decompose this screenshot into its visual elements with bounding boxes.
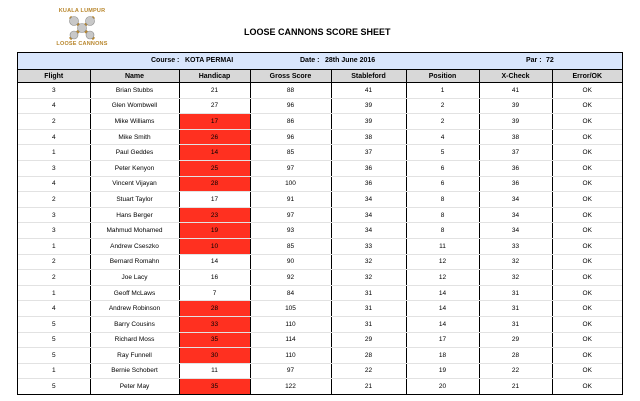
position-cell: 8: [406, 223, 479, 239]
par-value: 72: [546, 57, 554, 64]
x-check-cell: 31: [479, 316, 552, 332]
flight-cell: 5: [18, 348, 90, 364]
handicap-cell: 17: [179, 192, 250, 208]
position-cell: 19: [406, 363, 479, 379]
course-value: KOTA PERMAI: [185, 57, 234, 64]
flight-cell: 5: [18, 332, 90, 348]
error-ok-cell: OK: [552, 114, 622, 130]
column-header: Handicap: [179, 70, 250, 83]
handicap-cell: 25: [179, 160, 250, 176]
position-cell: 14: [406, 285, 479, 301]
column-header: X-Check: [479, 70, 552, 83]
x-check-cell: 31: [479, 285, 552, 301]
error-ok-cell: OK: [552, 254, 622, 270]
x-check-cell: 34: [479, 207, 552, 223]
x-check-cell: 32: [479, 270, 552, 286]
player-name-cell: Barry Cousins: [90, 316, 179, 332]
player-name-cell: Paul Geddes: [90, 145, 179, 161]
gross-score-cell: 110: [250, 316, 331, 332]
flight-cell: 3: [18, 160, 90, 176]
gross-score-cell: 84: [250, 285, 331, 301]
gross-score-cell: 122: [250, 379, 331, 394]
error-ok-cell: OK: [552, 207, 622, 223]
gross-score-cell: 86: [250, 114, 331, 130]
position-cell: 12: [406, 254, 479, 270]
stableford-cell: 34: [331, 192, 406, 208]
handicap-cell: 11: [179, 363, 250, 379]
error-ok-cell: OK: [552, 270, 622, 286]
player-name-cell: Glen Wombwell: [90, 98, 179, 114]
player-name-cell: Hans Berger: [90, 207, 179, 223]
table-row: [18, 114, 622, 130]
x-check-cell: 21: [479, 379, 552, 394]
gross-score-cell: 96: [250, 129, 331, 145]
player-name-cell: Joe Lacy: [90, 270, 179, 286]
gross-score-cell: 91: [250, 192, 331, 208]
position-cell: 8: [406, 192, 479, 208]
handicap-cell: 17: [179, 114, 250, 130]
date-label: Date :: [300, 57, 320, 64]
flight-cell: 5: [18, 316, 90, 332]
table-header-row: [18, 70, 622, 83]
player-name-cell: Mike Smith: [90, 129, 179, 145]
stableford-cell: 36: [331, 176, 406, 192]
stableford-cell: 41: [331, 83, 406, 99]
player-name-cell: Geoff McLaws: [90, 285, 179, 301]
position-cell: 5: [406, 145, 479, 161]
gross-score-cell: 85: [250, 145, 331, 161]
stableford-cell: 32: [331, 270, 406, 286]
player-name-cell: Mike Williams: [90, 114, 179, 130]
player-name-cell: Peter May: [90, 379, 179, 394]
error-ok-cell: OK: [582, 383, 592, 391]
par-label: Par :: [526, 57, 542, 64]
player-name-cell: Bernie Schobert: [90, 363, 179, 379]
x-check-cell: 29: [479, 332, 552, 348]
player-name-cell: Andrew Cseszko: [90, 238, 179, 254]
position-cell: 14: [406, 301, 479, 317]
stableford-cell: 38: [331, 129, 406, 145]
flight-cell: 4: [18, 129, 90, 145]
gross-score-cell: 114: [250, 332, 331, 348]
stableford-cell: 37: [331, 145, 406, 161]
stableford-cell: 31: [331, 285, 406, 301]
stableford-cell: 28: [331, 348, 406, 364]
player-name-cell: Peter Kenyon: [90, 160, 179, 176]
error-ok-cell: OK: [552, 301, 622, 317]
column-header: Error/OK: [552, 70, 622, 83]
flight-cell: 3: [18, 223, 90, 239]
error-ok-cell: OK: [552, 348, 622, 364]
stableford-cell: 21: [331, 379, 406, 394]
score-table-body: [18, 83, 622, 394]
position-cell: 17: [406, 332, 479, 348]
handicap-cell: 28: [179, 301, 250, 317]
player-name-cell: Brian Stubbs: [90, 83, 179, 99]
handicap-cell: 19: [179, 223, 250, 239]
handicap-cell: 14: [179, 145, 250, 161]
gross-score-cell: 96: [250, 98, 331, 114]
date-value: 28th June 2016: [325, 57, 376, 64]
flight-cell: 4: [18, 176, 90, 192]
player-name-cell: Andrew Robinson: [90, 301, 179, 317]
course-label: Course :: [151, 57, 180, 64]
position-cell: 20: [406, 379, 479, 394]
position-cell: 6: [406, 176, 479, 192]
score-table: [18, 70, 622, 394]
gross-score-cell: 97: [250, 207, 331, 223]
handicap-cell: 35: [179, 332, 250, 348]
table-row: [18, 363, 622, 379]
gross-score-cell: 92: [250, 270, 331, 286]
position-cell: 12: [406, 270, 479, 286]
x-check-cell: 32: [479, 254, 552, 270]
position-cell: 2: [406, 98, 479, 114]
x-check-cell: 34: [479, 223, 552, 239]
x-check-cell: 37: [479, 145, 552, 161]
error-ok-cell: OK: [552, 145, 622, 161]
error-ok-cell: OK: [552, 83, 622, 99]
flight-cell: 1: [18, 145, 90, 161]
table-row: [18, 301, 622, 317]
gross-score-cell: 110: [250, 348, 331, 364]
table-row: [18, 332, 622, 348]
logo-top-text: KUALA LUMPUR: [58, 8, 106, 14]
player-name-cell: Stuart Taylor: [90, 192, 179, 208]
player-name-cell: Mahmud Mohamed: [90, 223, 179, 239]
error-ok-cell: OK: [552, 285, 622, 301]
flight-cell: 1: [18, 285, 90, 301]
error-ok-cell: OK: [552, 238, 622, 254]
table-row: [18, 270, 622, 286]
error-ok-cell: OK: [552, 332, 622, 348]
stableford-cell: 32: [331, 254, 406, 270]
handicap-cell: 30: [179, 348, 250, 364]
error-ok-cell: OK: [552, 192, 622, 208]
handicap-cell: 28: [179, 176, 250, 192]
handicap-cell: 14: [179, 254, 250, 270]
gross-score-cell: 93: [250, 223, 331, 239]
position-cell: 14: [406, 316, 479, 332]
column-header: Name: [90, 70, 179, 83]
table-row: [18, 238, 622, 254]
stableford-cell: 31: [331, 316, 406, 332]
table-row: [18, 379, 622, 394]
table-row: [18, 254, 622, 270]
flight-cell: 2: [18, 254, 90, 270]
error-ok-cell: OK: [552, 129, 622, 145]
page-title: LOOSE CANNONS SCORE SHEET: [244, 27, 391, 37]
table-row: [18, 129, 622, 145]
x-check-cell: 36: [479, 176, 552, 192]
flight-cell: 3: [18, 207, 90, 223]
gross-score-cell: 88: [250, 83, 331, 99]
table-row: [18, 160, 622, 176]
position-cell: 18: [406, 348, 479, 364]
handicap-cell: 27: [179, 98, 250, 114]
position-cell: 4: [406, 129, 479, 145]
flight-cell: 2: [18, 114, 90, 130]
stableford-cell: 29: [331, 332, 406, 348]
gross-score-cell: 90: [250, 254, 331, 270]
handicap-cell: 33: [179, 316, 250, 332]
x-check-cell: 39: [479, 98, 552, 114]
stableford-cell: 36: [331, 160, 406, 176]
flight-cell: 4: [18, 98, 90, 114]
gross-score-cell: 105: [250, 301, 331, 317]
course-info-bar: [18, 53, 622, 70]
handicap-cell: 35: [179, 379, 250, 394]
handicap-cell: 10: [179, 238, 250, 254]
table-row: [18, 98, 622, 114]
error-ok-cell: OK: [552, 98, 622, 114]
gross-score-cell: 100: [250, 176, 331, 192]
error-ok-cell: OK: [552, 176, 622, 192]
club-logo: [54, 8, 110, 48]
table-row: [18, 316, 622, 332]
stableford-cell: 39: [331, 98, 406, 114]
x-check-cell: 39: [479, 114, 552, 130]
flight-cell: 5: [18, 379, 90, 394]
position-cell: 11: [406, 238, 479, 254]
error-ok-cell: OK: [552, 316, 622, 332]
handicap-cell: 16: [179, 270, 250, 286]
crossed-cannons-icon: [68, 15, 96, 41]
position-cell: 6: [406, 160, 479, 176]
handicap-cell: 7: [179, 285, 250, 301]
flight-cell: 2: [18, 270, 90, 286]
x-check-cell: 22: [479, 363, 552, 379]
player-name-cell: Bernard Romahn: [90, 254, 179, 270]
x-check-cell: 33: [479, 238, 552, 254]
table-row: [18, 83, 622, 99]
stableford-cell: 39: [331, 114, 406, 130]
stableford-cell: 22: [331, 363, 406, 379]
table-row: [18, 285, 622, 301]
error-ok-cell: OK: [552, 223, 622, 239]
table-row: [18, 223, 622, 239]
flight-cell: 2: [18, 192, 90, 208]
player-name-cell: Vincent Vijayan: [90, 176, 179, 192]
gross-score-cell: 85: [250, 238, 331, 254]
player-name-cell: Ray Funnell: [90, 348, 179, 364]
table-row: [18, 176, 622, 192]
position-cell: 2: [406, 114, 479, 130]
x-check-cell: 34: [479, 192, 552, 208]
gross-score-cell: 97: [250, 160, 331, 176]
x-check-cell: 38: [479, 129, 552, 145]
score-sheet: [17, 52, 623, 395]
table-row: [18, 348, 622, 364]
flight-cell: 1: [18, 238, 90, 254]
stableford-cell: 34: [331, 207, 406, 223]
position-cell: 8: [406, 207, 479, 223]
flight-cell: 4: [18, 301, 90, 317]
column-header: Position: [406, 70, 479, 83]
error-ok-cell: OK: [552, 363, 622, 379]
table-row: [18, 207, 622, 223]
position-cell: 1: [406, 83, 479, 99]
x-check-cell: 41: [479, 83, 552, 99]
table-row: [18, 192, 622, 208]
handicap-cell: 21: [179, 83, 250, 99]
table-row: [18, 145, 622, 161]
logo-bottom-text: LOOSE CANNONS: [56, 41, 108, 47]
player-name-cell: Richard Moss: [90, 332, 179, 348]
x-check-cell: 36: [479, 160, 552, 176]
gross-score-cell: 97: [250, 363, 331, 379]
stableford-cell: 33: [331, 238, 406, 254]
stableford-cell: 34: [331, 223, 406, 239]
column-header: Stableford: [331, 70, 406, 83]
handicap-cell: 23: [179, 207, 250, 223]
flight-cell: 1: [18, 363, 90, 379]
column-header: Gross Score: [250, 70, 331, 83]
stableford-cell: 31: [331, 301, 406, 317]
flight-cell: 3: [18, 83, 90, 99]
error-ok-cell: OK: [552, 160, 622, 176]
x-check-cell: 28: [479, 348, 552, 364]
x-check-cell: 31: [479, 301, 552, 317]
handicap-cell: 26: [179, 129, 250, 145]
column-header: Flight: [18, 70, 90, 83]
